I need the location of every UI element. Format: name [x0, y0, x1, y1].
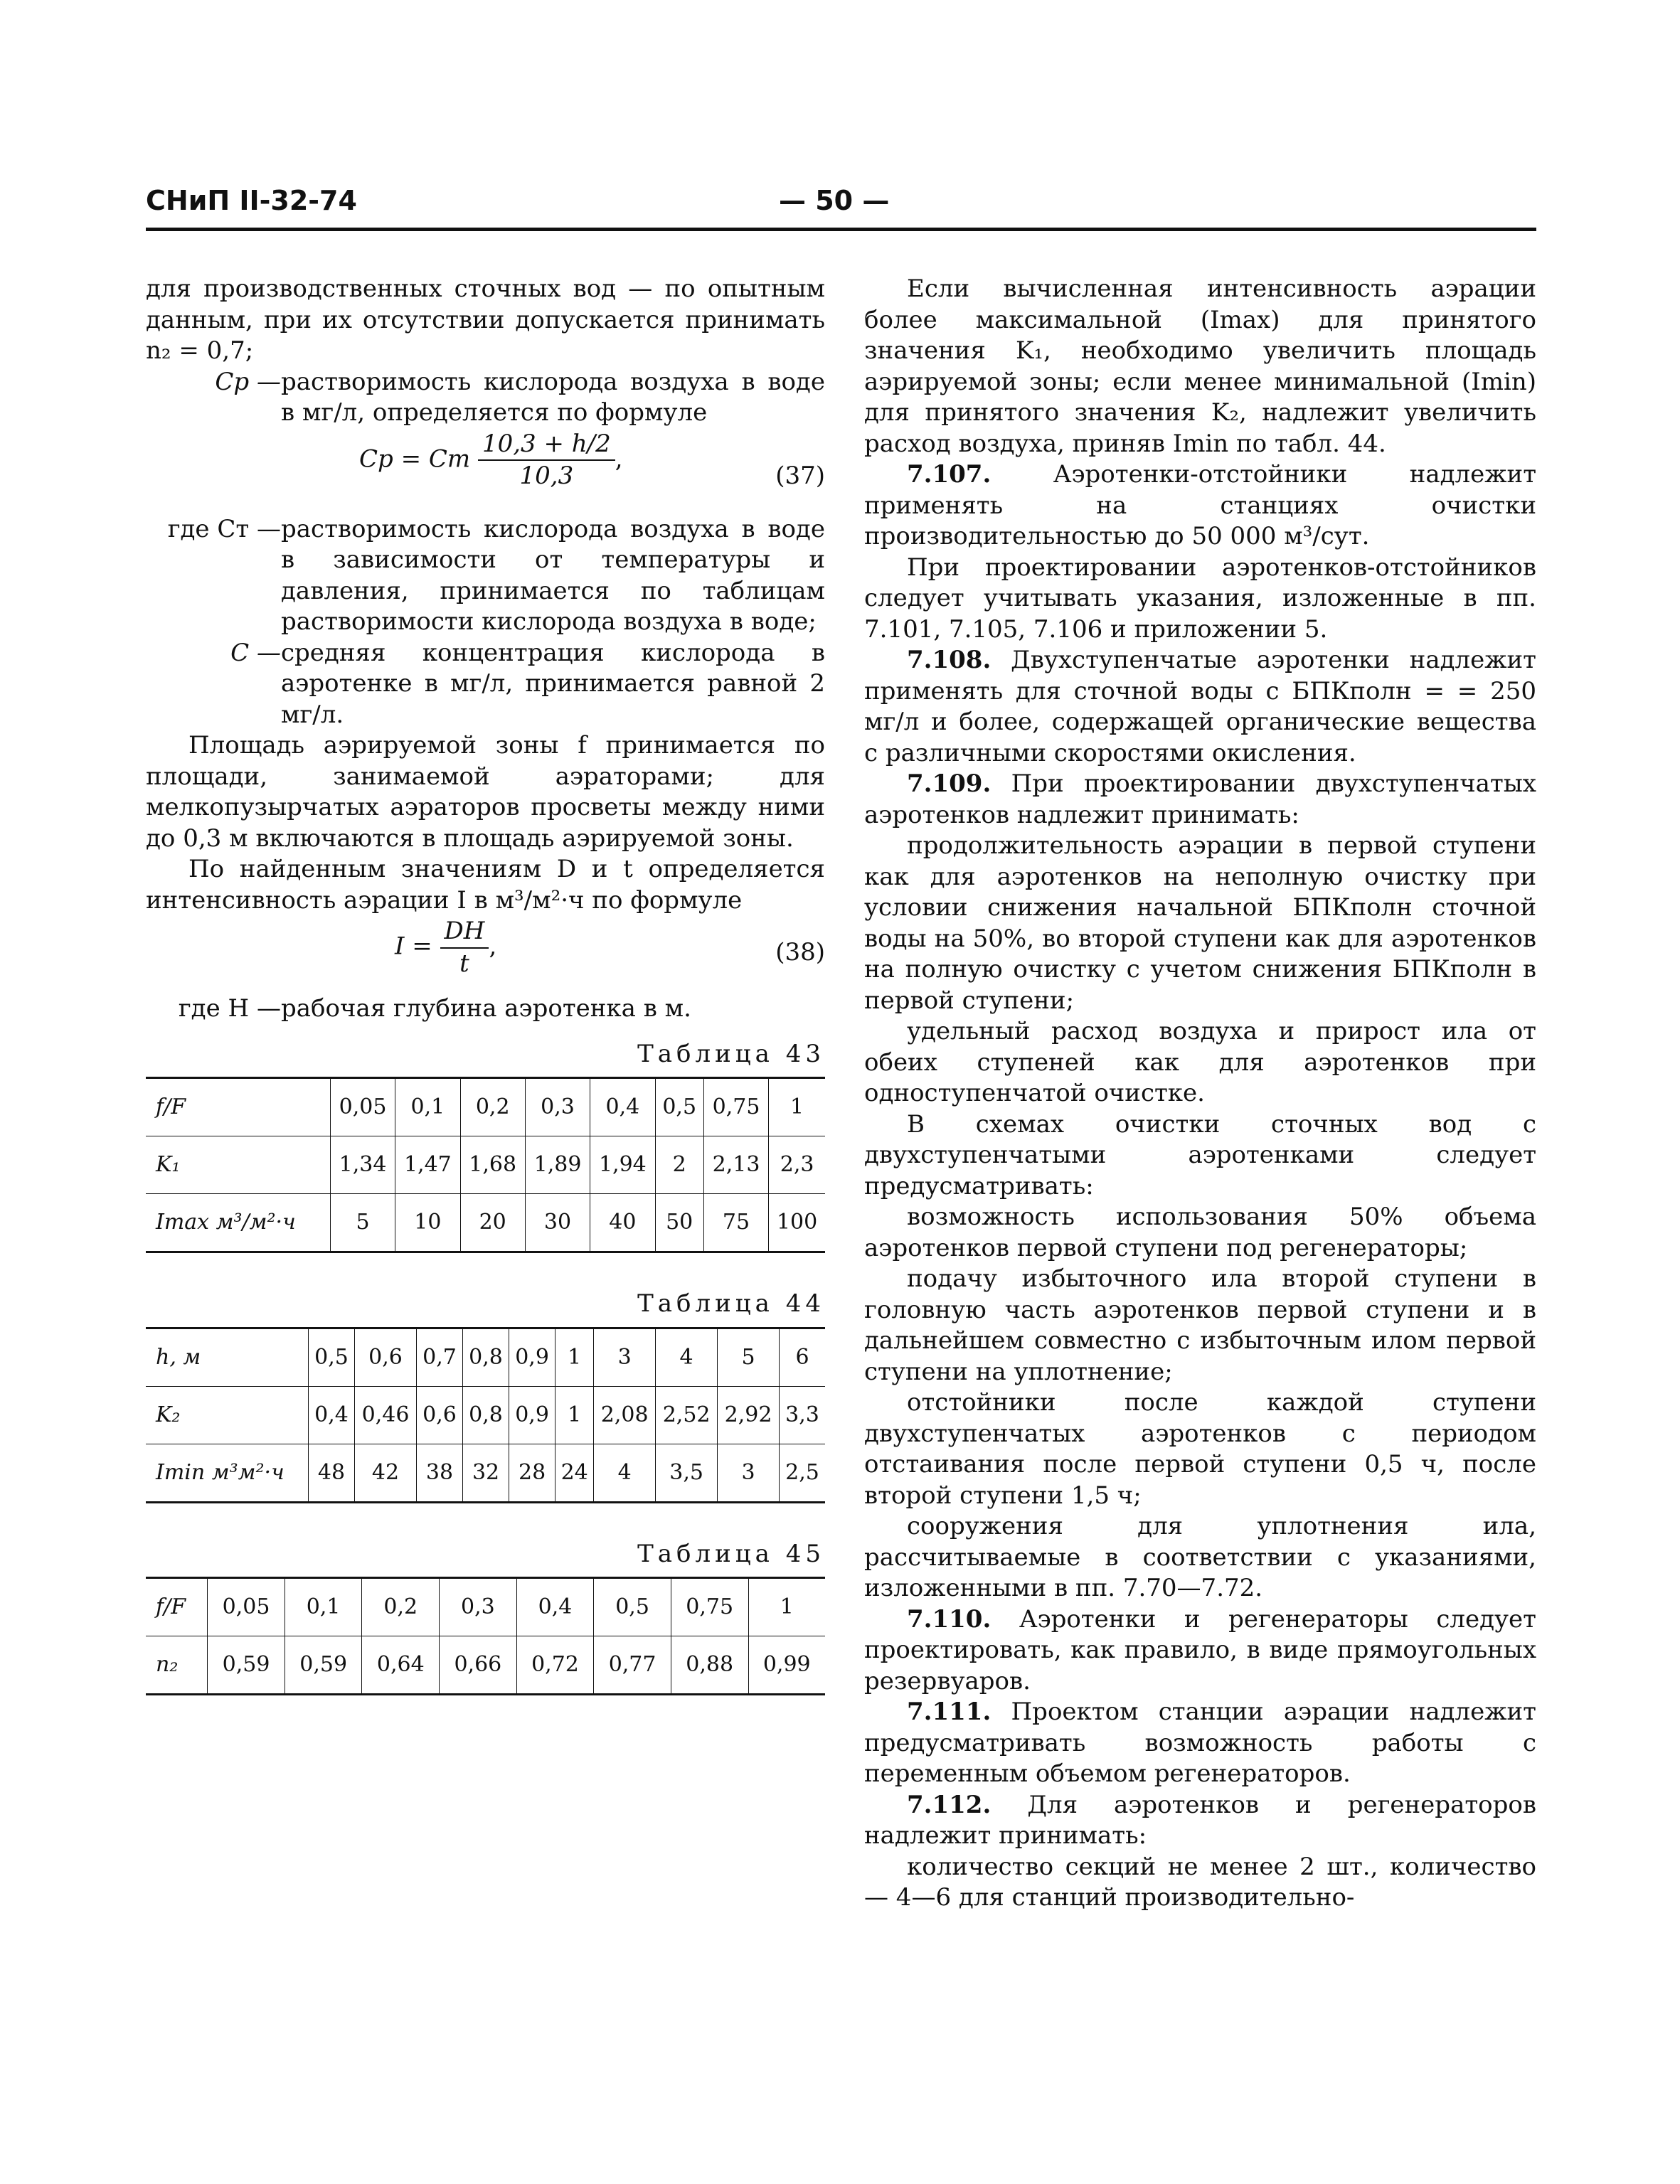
fraction-numerator: 10,3 + h/2 — [478, 429, 615, 462]
table-cell: 3,3 — [779, 1386, 825, 1444]
section-text: Для аэротенков и регенераторов надлежит принимать: — [864, 1790, 1536, 1850]
table-cell: 10 — [395, 1194, 460, 1252]
table-cell: 0,8 — [463, 1328, 509, 1386]
paragraph: По найденным значениям D и t определяется интенсивность аэрации I в м³/м²·ч по формуле — [146, 855, 825, 915]
table-cell: 0,1 — [285, 1578, 362, 1636]
table-cell: 0,59 — [208, 1636, 285, 1695]
table-row — [146, 1444, 825, 1502]
table-cell: 2,08 — [594, 1386, 656, 1444]
table-cell: 30 — [525, 1194, 590, 1252]
section-number: 7.111. — [907, 1698, 991, 1726]
left-column — [146, 274, 825, 1695]
table-cell: 0,88 — [671, 1636, 748, 1695]
table-cell: 6 — [779, 1328, 825, 1386]
table-cell: 32 — [463, 1444, 509, 1502]
section-7-108 — [864, 645, 1536, 769]
table-row-header: Imin м³м²·ч — [146, 1444, 309, 1502]
table-cell: 0,75 — [671, 1578, 748, 1636]
section-number: 7.108. — [907, 646, 991, 674]
table-cell: 0,9 — [509, 1328, 555, 1386]
definition-h — [146, 994, 825, 1025]
table-row-header: Imax м³/м²·ч — [146, 1194, 330, 1252]
formula-tail: , — [489, 932, 497, 961]
table-cell: 1,47 — [395, 1136, 460, 1194]
table-cell: 2,92 — [718, 1386, 780, 1444]
table-cell: 4 — [594, 1444, 656, 1502]
table-cell: 0,1 — [395, 1078, 460, 1136]
paragraph: сооружения для уплотнения ила, рассчитываемые в соответствии с указаниями, изложенными в пп. 7.70—7.72. — [864, 1512, 1536, 1602]
section-text: При проектировании двухступенчатых аэротенков надлежит принимать: — [864, 769, 1536, 829]
section-7-110 — [864, 1604, 1536, 1698]
document-code: СНиП II-32-74 — [146, 185, 357, 216]
section-number: 7.110. — [907, 1604, 991, 1634]
paragraph: Если вычисленная интенсивность аэрации более максимальной (Imax) для принятого значения K₁, необходимо увеличить площадь аэрируемой зоны; если менее минимальной (Imin) для принятого значения K₂, надлежит увеличить расход воздуха, приняв Imin по табл. 44. — [864, 275, 1536, 458]
table-title: Таблица 45 — [637, 1539, 825, 1568]
section-text: Двухступенчатые аэротенки надлежит применять для сточной воды с БПКполн = = 250 мг/л и более, содержащей органические вещества с различными скоростями окисления. — [864, 646, 1536, 767]
definition-symbol: где Cт — — [167, 514, 281, 543]
table-cell: 3 — [718, 1444, 780, 1502]
table-cell: 2,52 — [656, 1386, 718, 1444]
table-cell: 0,2 — [460, 1078, 525, 1136]
section-7-112 — [864, 1790, 1536, 1852]
definition-cp — [146, 367, 825, 429]
table-cell: 0,59 — [285, 1636, 362, 1695]
table-43 — [146, 1077, 825, 1253]
section-7-111 — [864, 1697, 1536, 1790]
right-column — [864, 274, 1536, 1914]
definition-text: растворимость кислорода воздуха в воде в мг/л, определяется по формуле — [281, 367, 825, 427]
table-row — [146, 1194, 825, 1252]
table-cell: 3 — [594, 1328, 656, 1386]
section-text: Проектом станции аэрации надлежит предусматривать возможность работы с переменным объемом регенераторов. — [864, 1698, 1536, 1788]
table-45 — [146, 1577, 825, 1695]
table-cell: 0,46 — [355, 1386, 417, 1444]
definition-ct — [146, 514, 825, 638]
table-cell: 48 — [309, 1444, 355, 1502]
table-cell: 1,34 — [330, 1136, 395, 1194]
table-row — [146, 1636, 825, 1695]
table-cell: 0,77 — [594, 1636, 671, 1695]
table-cell: 0,9 — [509, 1386, 555, 1444]
table-cell: 1 — [769, 1078, 825, 1136]
table-cell: 0,6 — [416, 1386, 462, 1444]
definition-text: растворимость кислорода воздуха в воде в зависимости от температуры и давления, принимается по таблицам растворимости кислорода воздуха в воде; — [281, 514, 825, 636]
definition-text: средняя концентрация кислорода в аэротенке в мг/л, принимается равной 2 мг/л. — [281, 638, 825, 729]
paragraph: для производственных сточных вод — по опытным данным, при их отсутствии допускается принимать n₂ = 0,7; — [146, 275, 825, 365]
table-cell: 20 — [460, 1194, 525, 1252]
definition-symbol: где H — — [178, 994, 281, 1023]
table-row-header: f/F — [146, 1078, 330, 1136]
table-cell: 0,99 — [748, 1636, 825, 1695]
table-cell: 0,7 — [416, 1328, 462, 1386]
fraction-numerator: DH — [440, 916, 489, 949]
paragraph: отстойники после каждой ступени двухступенчатых аэротенков с периодом отстаивания после первой ступени 0,5 ч, после второй ступени 1,5 ч; — [864, 1388, 1536, 1510]
table-44 — [146, 1327, 825, 1503]
table-cell: 0,4 — [516, 1578, 594, 1636]
table-cell: 40 — [590, 1194, 655, 1252]
formula-lhs: I = — [395, 932, 432, 961]
table-cell: 5 — [330, 1194, 395, 1252]
formula-fraction — [478, 429, 615, 492]
table-cell: 2,5 — [779, 1444, 825, 1502]
section-text: Аэротенки и регенераторы следует проектировать, как правило, в виде прямоугольных резервуаров. — [864, 1604, 1536, 1695]
table-cell: 4 — [656, 1328, 718, 1386]
section-text: Аэротенки-отстойники надлежит применять на станциях очистки производительностью до 50 000 м³/сут. — [864, 460, 1536, 550]
fraction-denominator: 10,3 — [519, 462, 574, 490]
section-7-109 — [864, 769, 1536, 831]
table-cell: 2,3 — [769, 1136, 825, 1194]
definition-c — [146, 638, 825, 731]
table-cell: 75 — [703, 1194, 768, 1252]
table-row-header: f/F — [146, 1578, 208, 1636]
section-number: 7.112. — [907, 1790, 991, 1819]
section-number: 7.109. — [907, 769, 991, 798]
table-row — [146, 1386, 825, 1444]
table-cell: 0,66 — [440, 1636, 517, 1695]
table-cell: 3,5 — [656, 1444, 718, 1502]
header-rule — [146, 228, 1536, 231]
table-cell: 0,64 — [362, 1636, 440, 1695]
paragraph: подачу избыточного ила второй ступени в головную часть аэротенков первой ступени и в дальнейшем совместно с избыточным илом первой ступени на уплотнение; — [864, 1264, 1536, 1386]
table-row-header: h, м — [146, 1328, 309, 1386]
table-row-header: K₂ — [146, 1386, 309, 1444]
table-row — [146, 1578, 825, 1636]
table-row — [146, 1078, 825, 1136]
table-cell: 2 — [655, 1136, 703, 1194]
formula-lhs: Cр = Cт — [359, 444, 471, 473]
table-cell: 2,13 — [703, 1136, 768, 1194]
definition-symbol: Cр — — [215, 367, 281, 396]
table-cell: 1 — [555, 1386, 594, 1444]
table-cell: 50 — [655, 1194, 703, 1252]
table-row — [146, 1136, 825, 1194]
table-cell: 1,89 — [525, 1136, 590, 1194]
table-cell: 0,8 — [463, 1386, 509, 1444]
table-cell: 0,6 — [355, 1328, 417, 1386]
paragraph: удельный расход воздуха и прирост ила от обеих ступеней как для аэротенков при одноступенчатой очистке. — [864, 1017, 1536, 1107]
paragraph: В схемах очистки сточных вод с двухступенчатыми аэротенками следует предусматривать: — [864, 1109, 1536, 1200]
formula-37 — [146, 429, 825, 514]
table-cell: 0,05 — [330, 1078, 395, 1136]
table-cell: 1,68 — [460, 1136, 525, 1194]
table-cell: 100 — [769, 1194, 825, 1252]
fraction-denominator: t — [459, 949, 469, 978]
table-cell: 0,4 — [309, 1386, 355, 1444]
table-cell: 42 — [355, 1444, 417, 1502]
table-cell: 0,75 — [703, 1078, 768, 1136]
formula-number: (37) — [775, 461, 825, 490]
page-header — [146, 185, 1536, 228]
table-cell: 28 — [509, 1444, 555, 1502]
formula-fraction — [440, 916, 489, 979]
paragraph: продолжительность аэрации в первой ступени как для аэротенков на неполную очистку при условии снижения начальной БПКполн сточной воды на 50%, во второй ступени как для аэротенков на полную очистку с учетом снижения БПКполн в первой ступени; — [864, 831, 1536, 1015]
table-cell: 38 — [416, 1444, 462, 1502]
table-cell: 1 — [748, 1578, 825, 1636]
table-cell: 0,5 — [309, 1328, 355, 1386]
formula-tail: , — [615, 444, 623, 473]
section-7-107 — [864, 459, 1536, 553]
table-row-header: n₂ — [146, 1636, 208, 1695]
table-cell: 0,05 — [208, 1578, 285, 1636]
definition-text: рабочая глубина аэротенка в м. — [281, 994, 691, 1023]
table-cell: 0,5 — [655, 1078, 703, 1136]
table-title: Таблица 43 — [637, 1039, 825, 1068]
table-row-header: K₁ — [146, 1136, 330, 1194]
paragraph: количество секций не менее 2 шт., количество — 4—6 для станций производительно- — [864, 1852, 1536, 1912]
paragraph: Площадь аэрируемой зоны f принимается по площади, занимаемой аэраторами; для мелкопузырчатых аэраторов просветы между ними до 0,3 м включаются в площадь аэрируемой зоны. — [146, 731, 825, 853]
table-cell: 0,2 — [362, 1578, 440, 1636]
definition-symbol: C — — [230, 638, 281, 667]
paragraph: При проектировании аэротенков-отстойников следует учитывать указания, изложенные в пп. 7.101, 7.105, 7.106 и приложении 5. — [864, 553, 1536, 644]
table-title: Таблица 44 — [637, 1289, 825, 1318]
table-cell: 5 — [718, 1328, 780, 1386]
section-number: 7.107. — [907, 460, 991, 489]
table-cell: 1 — [555, 1328, 594, 1386]
paragraph: возможность использования 50% объема аэротенков первой ступени под регенераторы; — [864, 1203, 1536, 1262]
table-cell: 0,3 — [525, 1078, 590, 1136]
table-cell: 0,5 — [594, 1578, 671, 1636]
table-cell: 24 — [555, 1444, 594, 1502]
table-cell: 0,72 — [516, 1636, 594, 1695]
page-number: — 50 — — [779, 185, 890, 216]
table-cell: 0,4 — [590, 1078, 655, 1136]
formula-38 — [146, 916, 825, 984]
table-row — [146, 1328, 825, 1386]
table-cell: 1,94 — [590, 1136, 655, 1194]
formula-number: (38) — [775, 938, 825, 966]
table-cell: 0,3 — [440, 1578, 517, 1636]
